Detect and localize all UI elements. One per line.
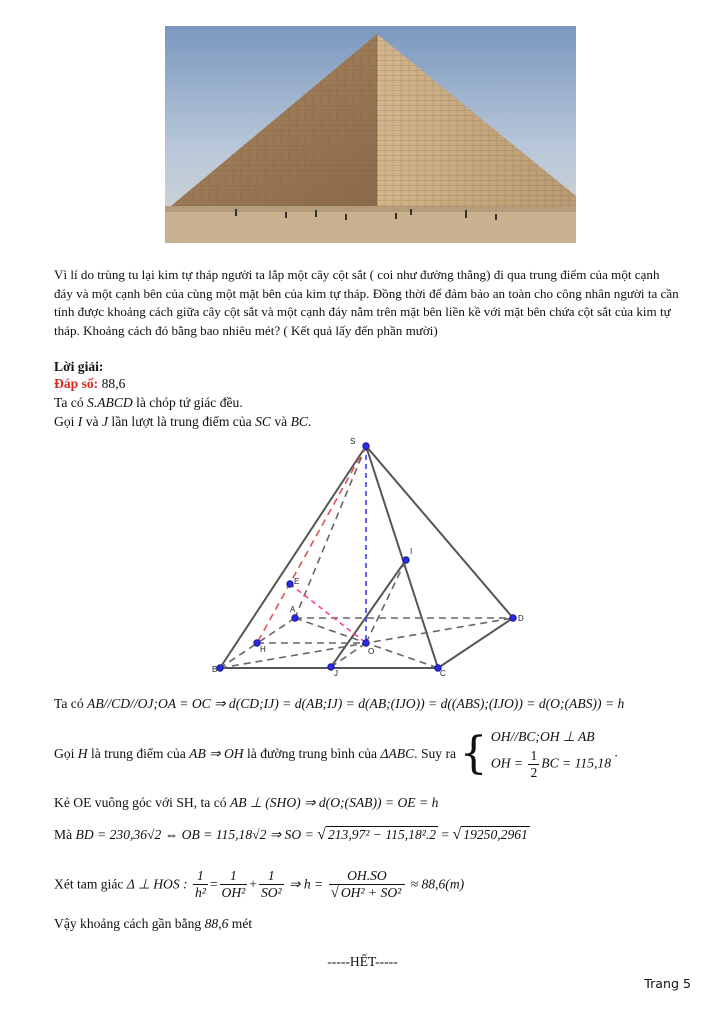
label-E: E — [294, 577, 300, 586]
solution-line-1 — [54, 395, 243, 411]
edge-SA — [295, 446, 366, 618]
math: BC — [290, 414, 308, 429]
denominator: 2 — [530, 765, 538, 780]
math: OH² + SO² — [340, 885, 402, 900]
answer-value: 88,6 — [101, 376, 126, 391]
math: OH = — [490, 755, 527, 771]
text: và — [82, 414, 102, 429]
fraction — [528, 748, 539, 781]
text: . — [307, 414, 312, 429]
text: lần lượt là trung điểm của — [108, 414, 256, 429]
fraction — [329, 868, 406, 901]
solution-line-2 — [54, 414, 311, 430]
edge-OJ — [331, 643, 366, 667]
math: BD = 230,36√2 ⇔ OB = 115,18√2 ⇒ SO = — [75, 827, 318, 842]
solution-line-6 — [54, 826, 530, 844]
math: ⇒ h = — [289, 876, 324, 892]
point-S — [363, 443, 369, 449]
equation-system — [491, 726, 611, 781]
page-number: Trang 5 — [644, 976, 691, 991]
solution-line-5 — [54, 795, 438, 811]
label-O: O — [368, 647, 375, 656]
fraction — [220, 868, 248, 901]
label-D: D — [518, 614, 524, 623]
text: . — [614, 744, 618, 760]
math: 19250,2961 — [463, 827, 528, 842]
end-marker: -----HẾT----- — [327, 954, 398, 969]
text-group — [54, 746, 456, 762]
sqrt-sign: √ — [452, 826, 462, 843]
answer-line — [54, 376, 125, 392]
point-O — [363, 640, 369, 646]
point-I — [403, 557, 409, 563]
text: + — [249, 876, 257, 892]
math: 213,97² − 115,18².2 — [327, 827, 437, 842]
solution-line-4 — [54, 726, 618, 781]
solution-line-8 — [54, 916, 252, 932]
label-I: I — [410, 547, 413, 556]
system-brace: { — [459, 727, 488, 779]
math: 88,6 — [204, 916, 229, 931]
system-line-2 — [491, 748, 611, 781]
text: Vậy khoảng cách gần bằng — [54, 916, 205, 931]
numerator: 1 — [530, 748, 538, 763]
solution-heading: Lời giải: — [54, 359, 104, 374]
math: Δ ⊥ HOS : — [126, 876, 191, 892]
text: = — [209, 876, 218, 892]
fraction — [193, 868, 208, 901]
text: Mà — [54, 827, 76, 842]
denominator — [329, 885, 406, 901]
point-E — [287, 581, 293, 587]
math: I — [77, 414, 83, 429]
numerator: 1 — [220, 868, 248, 885]
text: Ta có — [54, 395, 88, 410]
text: Gọi — [54, 414, 78, 429]
point-A — [292, 615, 298, 621]
text: . Suy ra — [414, 745, 457, 761]
math: H — [77, 745, 88, 761]
diagram-svg — [200, 436, 530, 676]
math: AB//CD//OJ;OA = OC ⇒ d(CD;IJ) = d(AB;IJ) = d(AB;(IJO)) = d((ABS);(IJO)) = d(O;(ABS)) = h — [87, 696, 625, 711]
numerator: OH.SO — [329, 868, 406, 885]
numerator: 1 — [259, 868, 284, 885]
label-B: B — [212, 665, 218, 674]
math: S.ABCD — [87, 395, 133, 410]
text: = — [438, 827, 453, 842]
math: SC — [255, 414, 271, 429]
sqrt-sign: √ — [317, 826, 326, 843]
denominator: h² — [195, 885, 206, 900]
label-S: S — [350, 437, 356, 446]
text: Gọi — [54, 745, 78, 761]
math: ΔABC — [380, 745, 415, 761]
fraction — [259, 868, 284, 901]
text: và — [270, 414, 291, 429]
math: J — [101, 414, 109, 429]
sqrt-sign: √ — [330, 885, 339, 901]
text: Ta có — [54, 696, 88, 711]
label-H: H — [260, 645, 266, 654]
pyramid-diagram — [200, 436, 530, 676]
numerator: 1 — [193, 868, 208, 885]
denominator: SO² — [260, 885, 282, 900]
text: là đường trung bình của — [243, 745, 381, 761]
text: Xét tam giác — [54, 876, 127, 892]
solution-line-7 — [54, 868, 464, 901]
edge-SC — [366, 446, 438, 668]
label-J: J — [334, 669, 338, 676]
answer-label: Đáp số: — [54, 376, 99, 391]
point-B — [217, 665, 223, 671]
text: là trung điểm của — [87, 745, 190, 761]
math: ≈ 88,6(m) — [410, 876, 465, 892]
denominator: OH² — [221, 885, 246, 900]
math: BC = 115,18 — [541, 755, 611, 771]
label-C: C — [440, 669, 446, 676]
edge-SD — [366, 446, 513, 618]
text: mét — [228, 916, 253, 931]
text: là chóp tứ giác đều. — [132, 395, 243, 410]
edge-CD — [438, 618, 513, 668]
math: AB ⊥ (SHO) ⇒ d(O;(SAB)) = OE = h — [229, 795, 439, 810]
solution-line-3 — [54, 696, 624, 712]
math: AB ⇒ OH — [189, 745, 244, 761]
edge-SH — [257, 446, 366, 643]
pyramid-photo — [165, 26, 576, 243]
edge-OI — [366, 560, 406, 643]
pyramid-image — [165, 26, 576, 243]
text: Kẻ OE vuông góc với SH, ta có — [54, 795, 230, 810]
label-A: A — [290, 605, 296, 614]
point-D — [510, 615, 516, 621]
system-line-1: OH//BC;OH ⊥ AB — [490, 729, 595, 744]
edge-OE — [290, 584, 366, 643]
problem-text: Vì lí do trùng tu lại kim tự tháp người ta lắp một cây cột sắt ( coi như đường thẳng) đi qua trung điểm của một cạnh đáy và một cạnh bên của cùng một mặt bên của kim tự tháp. Đồng thời để đảm bảo an toàn cho công nhân người ta cần tính được khoảng cách giữa cây cột sắt và một cạnh đáy nằm trên mặt bên liền kề với mặt bên chứa cột sắt của kim tự tháp. Khoảng cách đó bằng bao nhiêu mét? ( Kết quả lấy đến phần mười) — [54, 267, 679, 338]
